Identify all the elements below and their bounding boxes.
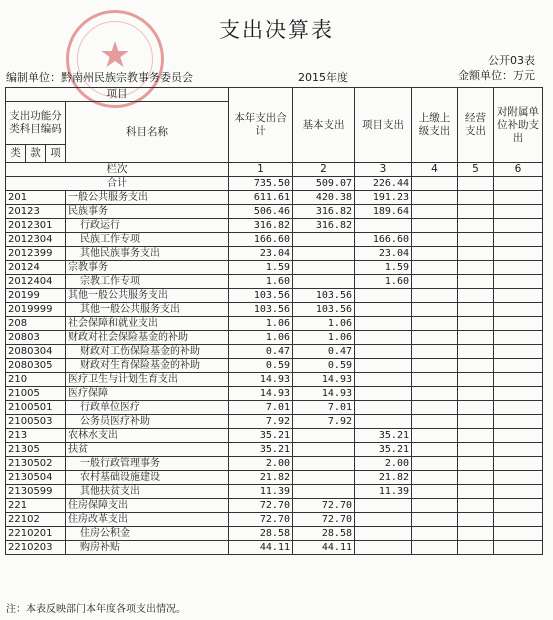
row-code: 2100503: [6, 415, 66, 429]
lanci-2: 2: [293, 163, 355, 177]
table-row: [6, 443, 543, 457]
row-c6: [494, 415, 543, 429]
totals-row: [6, 177, 543, 191]
row-c5: [458, 233, 494, 247]
total-label: 合计: [6, 177, 229, 191]
table-row: [6, 233, 543, 247]
row-code: 201: [6, 191, 66, 205]
row-c3: 35.21: [355, 429, 412, 443]
row-c1: 103.56: [229, 289, 293, 303]
row-c4: [412, 261, 458, 275]
row-subject-name: 医疗保障: [66, 387, 229, 401]
row-c2: 420.38: [293, 191, 355, 205]
row-code: 20803: [6, 331, 66, 345]
row-subject-name: 财政对生育保险基金的补助: [66, 359, 229, 373]
row-c2: 14.93: [293, 387, 355, 401]
total-c3: 226.44: [355, 177, 412, 191]
lanci-1: 1: [229, 163, 293, 177]
table-row: [6, 359, 543, 373]
total-c6: [494, 177, 543, 191]
row-c3: 35.21: [355, 443, 412, 457]
row-c2: 0.47: [293, 345, 355, 359]
row-c1: 1.60: [229, 275, 293, 289]
header-col2: 基本支出: [293, 88, 355, 163]
row-c2: 28.58: [293, 527, 355, 541]
row-code: 2012301: [6, 219, 66, 233]
row-subject-name: 财政对工伤保险基金的补助: [66, 345, 229, 359]
row-c5: [458, 331, 494, 345]
table-row: [6, 191, 543, 205]
row-c2: 0.59: [293, 359, 355, 373]
row-c1: 2.00: [229, 457, 293, 471]
row-c5: [458, 191, 494, 205]
row-subject-name: 医疗卫生与计划生育支出: [66, 373, 229, 387]
total-c2: 509.07: [293, 177, 355, 191]
table-row: [6, 303, 543, 317]
row-c2: [293, 261, 355, 275]
lanci-3: 3: [355, 163, 412, 177]
row-c5: [458, 541, 494, 555]
row-c6: [494, 219, 543, 233]
table-row: [6, 289, 543, 303]
row-c6: [494, 275, 543, 289]
row-c3: 21.82: [355, 471, 412, 485]
row-c5: [458, 303, 494, 317]
row-c6: [494, 247, 543, 261]
table-row: [6, 261, 543, 275]
row-subject-name: 民族工作专项: [66, 233, 229, 247]
row-c5: [458, 261, 494, 275]
row-c6: [494, 499, 543, 513]
row-subject-name: 其他民族事务支出: [66, 247, 229, 261]
row-c3: 23.04: [355, 247, 412, 261]
expenditure-table: [5, 87, 543, 555]
row-c2: [293, 429, 355, 443]
row-c3: 191.23: [355, 191, 412, 205]
row-c3: [355, 541, 412, 555]
row-c4: [412, 219, 458, 233]
row-c3: [355, 373, 412, 387]
row-c4: [412, 527, 458, 541]
header-func-code: 支出功能分类科目编码: [6, 102, 66, 145]
row-c5: [458, 373, 494, 387]
table-row: [6, 457, 543, 471]
row-c3: [355, 317, 412, 331]
row-c5: [458, 317, 494, 331]
lanci-5: 5: [458, 163, 494, 177]
row-subject-name: 其他一般公共服务支出: [66, 289, 229, 303]
row-code: 2012399: [6, 247, 66, 261]
row-c5: [458, 219, 494, 233]
lanci-4: 4: [412, 163, 458, 177]
row-c2: 103.56: [293, 289, 355, 303]
organization: 编制单位：黔南州民族宗教事务委员会: [6, 71, 193, 84]
row-c2: [293, 247, 355, 261]
row-c2: [293, 443, 355, 457]
row-code: 2210203: [6, 541, 66, 555]
header-row-1: [6, 88, 543, 102]
table-row: [6, 527, 543, 541]
header-col6: 对附属单位补助支出: [494, 88, 543, 163]
row-c6: [494, 485, 543, 499]
row-c4: [412, 499, 458, 513]
page-title: 支出决算表: [219, 18, 334, 42]
row-c2: [293, 471, 355, 485]
row-c4: [412, 275, 458, 289]
row-c1: 103.56: [229, 303, 293, 317]
header-col1: 本年支出合计: [229, 88, 293, 163]
row-code: 2019999: [6, 303, 66, 317]
lanci-label: 栏次: [6, 163, 229, 177]
table-row: [6, 429, 543, 443]
row-c2: 7.92: [293, 415, 355, 429]
header-lei: 类: [6, 145, 26, 163]
row-c5: [458, 457, 494, 471]
row-c1: 44.11: [229, 541, 293, 555]
row-c6: [494, 387, 543, 401]
row-c4: [412, 457, 458, 471]
row-c1: 1.59: [229, 261, 293, 275]
row-c3: [355, 513, 412, 527]
row-subject-name: 宗教事务: [66, 261, 229, 275]
row-c2: [293, 233, 355, 247]
row-c3: [355, 387, 412, 401]
row-c5: [458, 485, 494, 499]
header-col3: 项目支出: [355, 88, 412, 163]
row-c4: [412, 387, 458, 401]
row-c1: 28.58: [229, 527, 293, 541]
header-xiang: 项: [46, 145, 66, 163]
row-c1: 506.46: [229, 205, 293, 219]
table-row: [6, 499, 543, 513]
amount-unit: 金额单位：万元: [458, 69, 535, 82]
row-subject-name: 一般行政管理事务: [66, 457, 229, 471]
header-xiangmu: 项目: [6, 88, 229, 102]
row-c4: [412, 359, 458, 373]
row-c5: [458, 289, 494, 303]
row-subject-name: 行政单位医疗: [66, 401, 229, 415]
row-code: 21305: [6, 443, 66, 457]
row-c3: 11.39: [355, 485, 412, 499]
row-c6: [494, 331, 543, 345]
row-subject-name: 行政运行: [66, 219, 229, 233]
row-c3: [355, 527, 412, 541]
row-code: 22102: [6, 513, 66, 527]
row-code: 208: [6, 317, 66, 331]
row-c4: [412, 205, 458, 219]
row-subject-name: 社会保障和就业支出: [66, 317, 229, 331]
row-c6: [494, 513, 543, 527]
row-c6: [494, 191, 543, 205]
row-c6: [494, 401, 543, 415]
row-c3: [355, 499, 412, 513]
row-c1: 23.04: [229, 247, 293, 261]
row-c2: 14.93: [293, 373, 355, 387]
row-c6: [494, 541, 543, 555]
table-row: [6, 317, 543, 331]
row-c2: [293, 485, 355, 499]
row-c3: 2.00: [355, 457, 412, 471]
form-number: 公开03表: [488, 54, 535, 67]
row-c1: 7.92: [229, 415, 293, 429]
row-c1: 21.82: [229, 471, 293, 485]
table-row: [6, 471, 543, 485]
row-c5: [458, 429, 494, 443]
table-row: [6, 485, 543, 499]
header-col5: 经营支出: [458, 88, 494, 163]
row-c6: [494, 233, 543, 247]
row-c6: [494, 457, 543, 471]
row-c5: [458, 513, 494, 527]
row-c3: [355, 345, 412, 359]
row-c1: 72.70: [229, 499, 293, 513]
row-c6: [494, 527, 543, 541]
row-c4: [412, 191, 458, 205]
seal-star-icon: ★: [98, 35, 132, 76]
row-c2: 1.06: [293, 317, 355, 331]
row-c2: 1.06: [293, 331, 355, 345]
table-row: [6, 387, 543, 401]
header-col4: 上缴上级支出: [412, 88, 458, 163]
row-c4: [412, 429, 458, 443]
row-c6: [494, 359, 543, 373]
row-code: 2210201: [6, 527, 66, 541]
row-code: 2130504: [6, 471, 66, 485]
row-c3: [355, 303, 412, 317]
row-subject-name: 其他扶贫支出: [66, 485, 229, 499]
row-c4: [412, 317, 458, 331]
row-subject-name: 财政对社会保险基金的补助: [66, 331, 229, 345]
row-c4: [412, 471, 458, 485]
row-c2: 72.70: [293, 513, 355, 527]
row-c5: [458, 359, 494, 373]
table-row: [6, 401, 543, 415]
row-c2: 316.82: [293, 205, 355, 219]
row-c1: 14.93: [229, 373, 293, 387]
row-c3: 1.60: [355, 275, 412, 289]
row-c4: [412, 345, 458, 359]
row-code: 2012404: [6, 275, 66, 289]
row-c1: 316.82: [229, 219, 293, 233]
row-code: 2130599: [6, 485, 66, 499]
footnote: 注：本表反映部门本年度各项支出情况。: [6, 604, 186, 615]
row-c4: [412, 303, 458, 317]
row-subject-name: 农村基础设施建设: [66, 471, 229, 485]
total-c5: [458, 177, 494, 191]
row-c5: [458, 527, 494, 541]
row-c6: [494, 429, 543, 443]
row-c4: [412, 513, 458, 527]
row-c1: 0.59: [229, 359, 293, 373]
row-c5: [458, 275, 494, 289]
row-c1: 35.21: [229, 429, 293, 443]
row-subject-name: 一般公共服务支出: [66, 191, 229, 205]
lanci-row: [6, 163, 543, 177]
row-c2: 72.70: [293, 499, 355, 513]
row-c5: [458, 401, 494, 415]
row-subject-name: 购房补贴: [66, 541, 229, 555]
row-code: 20123: [6, 205, 66, 219]
row-subject-name: 宗教工作专项: [66, 275, 229, 289]
row-c5: [458, 443, 494, 457]
row-c6: [494, 303, 543, 317]
row-code: 210: [6, 373, 66, 387]
table-row: [6, 219, 543, 233]
row-c2: [293, 275, 355, 289]
row-code: 2080304: [6, 345, 66, 359]
header-kuan: 款: [26, 145, 46, 163]
row-c5: [458, 205, 494, 219]
row-c4: [412, 373, 458, 387]
row-subject-name: 扶贫: [66, 443, 229, 457]
row-code: 213: [6, 429, 66, 443]
row-c1: 35.21: [229, 443, 293, 457]
row-c3: [355, 415, 412, 429]
row-c2: [293, 457, 355, 471]
row-code: 2130502: [6, 457, 66, 471]
table-row: [6, 205, 543, 219]
row-code: 2012304: [6, 233, 66, 247]
row-subject-name: 住房保障支出: [66, 499, 229, 513]
row-c4: [412, 443, 458, 457]
row-c1: 14.93: [229, 387, 293, 401]
row-c4: [412, 401, 458, 415]
row-c1: 11.39: [229, 485, 293, 499]
row-code: 21005: [6, 387, 66, 401]
row-c1: 72.70: [229, 513, 293, 527]
table-row: [6, 331, 543, 345]
table-row: [6, 541, 543, 555]
table-row: [6, 247, 543, 261]
table-row: [6, 345, 543, 359]
row-c4: [412, 247, 458, 261]
row-code: 2080305: [6, 359, 66, 373]
row-c1: 1.06: [229, 317, 293, 331]
row-subject-name: 住房公积金: [66, 527, 229, 541]
row-c2: 44.11: [293, 541, 355, 555]
table-row: [6, 275, 543, 289]
row-c4: [412, 289, 458, 303]
row-c4: [412, 541, 458, 555]
row-c6: [494, 471, 543, 485]
row-c4: [412, 415, 458, 429]
row-c1: 611.61: [229, 191, 293, 205]
row-c1: 7.01: [229, 401, 293, 415]
row-c3: [355, 331, 412, 345]
row-code: 20124: [6, 261, 66, 275]
row-c4: [412, 233, 458, 247]
row-c3: [355, 359, 412, 373]
row-c2: 316.82: [293, 219, 355, 233]
row-c2: 103.56: [293, 303, 355, 317]
row-subject-name: 住房改革支出: [66, 513, 229, 527]
row-c6: [494, 345, 543, 359]
row-c6: [494, 205, 543, 219]
row-code: 221: [6, 499, 66, 513]
lanci-6: 6: [494, 163, 543, 177]
row-subject-name: 公务员医疗补助: [66, 415, 229, 429]
row-c5: [458, 345, 494, 359]
row-c2: 7.01: [293, 401, 355, 415]
row-c1: 166.60: [229, 233, 293, 247]
table-row: [6, 415, 543, 429]
header-subject-name: 科目名称: [66, 102, 229, 163]
row-c1: 0.47: [229, 345, 293, 359]
row-code: 2100501: [6, 401, 66, 415]
fiscal-year: 2015年度: [298, 71, 348, 84]
row-c5: [458, 499, 494, 513]
row-c6: [494, 289, 543, 303]
row-subject-name: 民族事务: [66, 205, 229, 219]
row-c1: 1.06: [229, 331, 293, 345]
row-c6: [494, 261, 543, 275]
row-c3: [355, 289, 412, 303]
row-c4: [412, 485, 458, 499]
row-c6: [494, 373, 543, 387]
row-c5: [458, 471, 494, 485]
row-c5: [458, 387, 494, 401]
row-c4: [412, 331, 458, 345]
row-c3: [355, 219, 412, 233]
row-c3: 166.60: [355, 233, 412, 247]
row-c5: [458, 247, 494, 261]
row-c6: [494, 443, 543, 457]
table-row: [6, 373, 543, 387]
total-c4: [412, 177, 458, 191]
row-code: 20199: [6, 289, 66, 303]
row-c5: [458, 415, 494, 429]
row-c3: [355, 401, 412, 415]
row-c6: [494, 317, 543, 331]
row-c3: 189.64: [355, 205, 412, 219]
total-c1: 735.50: [229, 177, 293, 191]
row-subject-name: 农林水支出: [66, 429, 229, 443]
table-row: [6, 513, 543, 527]
row-c3: 1.59: [355, 261, 412, 275]
row-subject-name: 其他一般公共服务支出: [66, 303, 229, 317]
